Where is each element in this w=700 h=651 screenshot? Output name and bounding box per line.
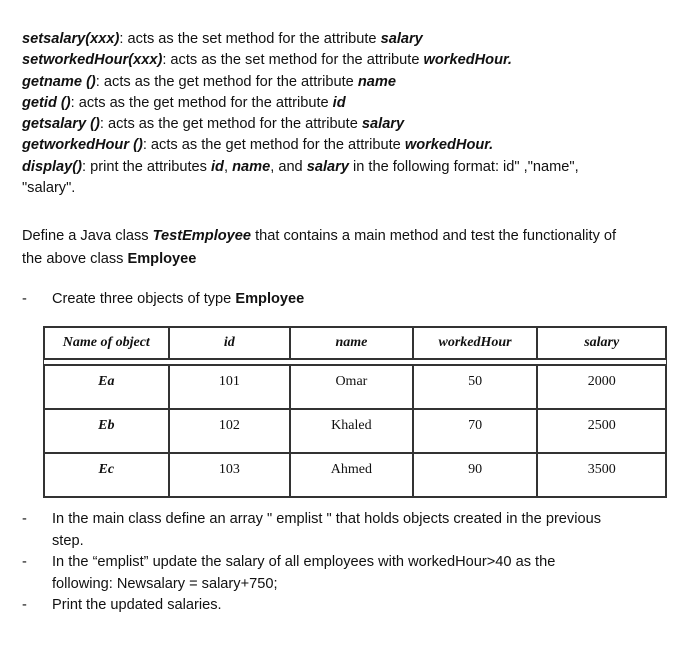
bullet-dash: - bbox=[22, 291, 27, 307]
method-line bbox=[22, 93, 682, 114]
bullet-line: Print the updated salaries. bbox=[52, 597, 222, 613]
table-cell: 90 bbox=[413, 453, 538, 497]
table-cell: 102 bbox=[169, 409, 291, 453]
method-name: display() bbox=[22, 158, 83, 175]
method-line bbox=[22, 114, 682, 135]
employee-table bbox=[43, 326, 667, 498]
class-name: TestEmployee bbox=[152, 228, 252, 244]
table-cell: Eb bbox=[44, 409, 169, 453]
bullet-text bbox=[52, 289, 672, 309]
method-desc: : acts as the get method for the attribute bbox=[99, 116, 362, 133]
separator: , bbox=[223, 158, 233, 175]
table-cell: Ea bbox=[44, 365, 169, 409]
method-attr: id bbox=[211, 158, 224, 175]
method-name: setsalary(xxx) bbox=[22, 31, 120, 47]
method-line bbox=[22, 135, 682, 156]
method-attr: id bbox=[332, 94, 346, 111]
bullet-dash: - bbox=[22, 597, 27, 613]
method-desc: : acts as the get method for the attribute bbox=[142, 137, 405, 154]
table-cell: Khaled bbox=[290, 409, 413, 453]
method-attr: name bbox=[232, 158, 271, 175]
method-name: setworkedHour(xxx) bbox=[22, 52, 163, 69]
list-item bbox=[22, 552, 682, 595]
table-row bbox=[44, 409, 666, 453]
method-desc: in the following format: id" ,"name", bbox=[348, 158, 579, 175]
table-cell: 2000 bbox=[537, 365, 666, 409]
method-line-cont bbox=[22, 178, 682, 199]
column-header: id bbox=[169, 327, 291, 359]
table-row bbox=[44, 365, 666, 409]
para-text: Define a Java class bbox=[22, 228, 153, 244]
table-cell: 50 bbox=[413, 365, 538, 409]
para-text: the above class bbox=[22, 251, 128, 267]
table-row bbox=[44, 453, 666, 497]
method-desc: : print the attributes bbox=[82, 158, 211, 175]
method-name: getworkedHour () bbox=[22, 137, 143, 154]
list-item bbox=[22, 595, 682, 617]
column-header: workedHour bbox=[413, 327, 538, 359]
table-cell: Omar bbox=[290, 365, 413, 409]
table-cell: 101 bbox=[169, 365, 291, 409]
table-cell: 103 bbox=[169, 453, 291, 497]
define-paragraph bbox=[22, 225, 682, 271]
table-cell: Ec bbox=[44, 453, 169, 497]
method-line bbox=[22, 29, 682, 50]
method-attr: name bbox=[357, 73, 396, 90]
bullet-text-part: Create three objects of type bbox=[52, 291, 236, 307]
method-desc: : acts as the set method for the attribute bbox=[162, 52, 424, 69]
method-name: getsalary () bbox=[22, 116, 100, 133]
method-attr: salary bbox=[380, 31, 423, 47]
class-name: Employee bbox=[127, 251, 197, 267]
table-cell: 70 bbox=[413, 409, 538, 453]
method-attr: salary bbox=[306, 158, 349, 175]
bullet-list bbox=[22, 509, 682, 617]
method-name: getid () bbox=[22, 94, 71, 111]
table-cell: Ahmed bbox=[290, 453, 413, 497]
bullet-dash: - bbox=[22, 554, 27, 570]
method-desc: : acts as the get method for the attribute bbox=[70, 94, 333, 111]
table-cell: 3500 bbox=[537, 453, 666, 497]
column-header: salary bbox=[537, 327, 666, 359]
method-attr: workedHour. bbox=[404, 137, 494, 154]
bullet-text-bold: Employee bbox=[235, 291, 305, 307]
method-line-display bbox=[22, 157, 682, 178]
method-desc: : acts as the get method for the attribute bbox=[95, 73, 358, 90]
method-line bbox=[22, 50, 682, 71]
bullet-line: In the main class define an array " emplist " that holds objects created in the previous bbox=[52, 511, 601, 527]
bullet-line: following: Newsalary = salary+750; bbox=[52, 575, 278, 592]
method-desc: : acts as the set method for the attribute bbox=[119, 31, 381, 47]
para-text: that contains a main method and test the functionality of bbox=[251, 228, 617, 244]
method-list bbox=[22, 29, 682, 199]
bullet-line: step. bbox=[52, 532, 84, 549]
column-header: Name of object bbox=[44, 327, 169, 359]
method-desc: "salary". bbox=[22, 180, 76, 197]
table-cell: 2500 bbox=[537, 409, 666, 453]
bullet-line: In the “emplist” update the salary of all employees with workedHour>40 as the bbox=[52, 554, 556, 570]
bullet-dash: - bbox=[22, 511, 27, 527]
method-attr: salary bbox=[361, 116, 405, 133]
list-item bbox=[22, 509, 682, 552]
method-attr: workedHour. bbox=[423, 52, 512, 69]
method-name: getname () bbox=[22, 73, 96, 90]
column-header: name bbox=[290, 327, 413, 359]
method-line bbox=[22, 72, 682, 93]
table-header-row bbox=[44, 327, 666, 359]
separator: , and bbox=[270, 158, 307, 175]
